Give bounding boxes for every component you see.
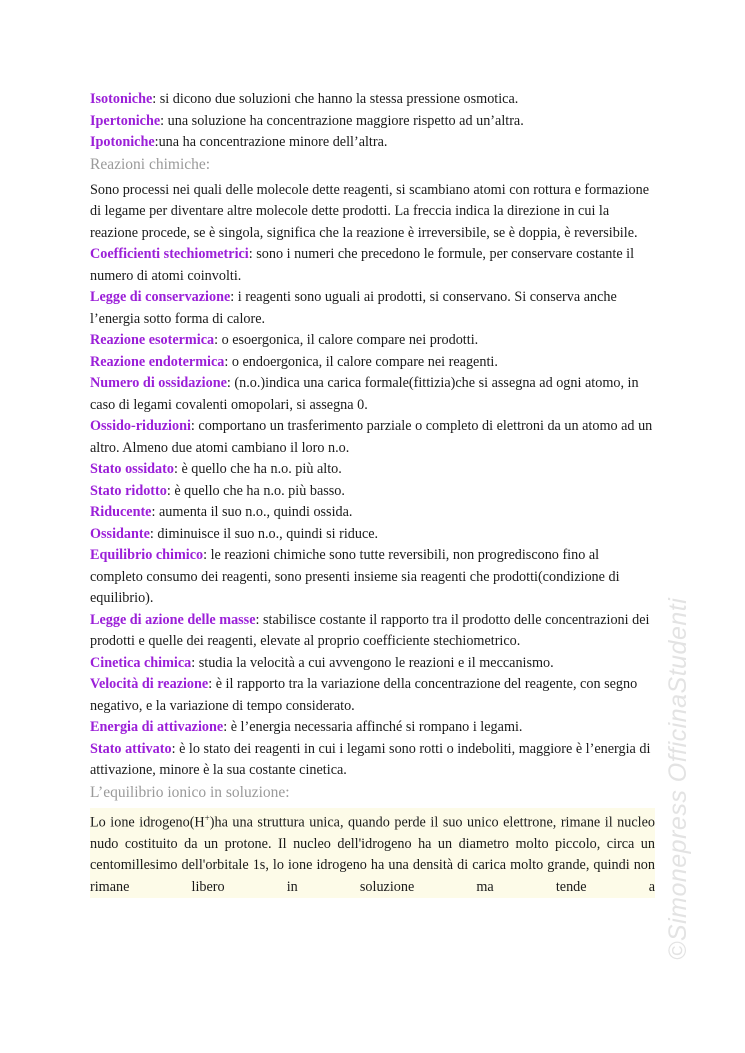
definition-item <box>90 739 655 782</box>
watermark-text: ©Simonepress OfficinaStudenti <box>664 597 692 960</box>
definition-term: Cinetica chimica <box>90 654 192 671</box>
definition-item <box>90 352 655 374</box>
definition-item <box>90 89 655 111</box>
section-heading-reazioni: Reazioni chimiche: <box>90 155 211 173</box>
definition-text: :una ha concentrazione minore dell’altra. <box>154 134 388 150</box>
definition-term: Ipertoniche <box>90 112 161 129</box>
definitions-group-b <box>90 244 655 782</box>
definition-term: Legge di conservazione <box>90 289 231 305</box>
definition-text: : stabilisce costante il rapporto tra il prodotto delle concentrazioni dei prodotti e quelle dei reagenti, elevate al proprio coefficiente stechiometrico. <box>90 611 650 649</box>
intro-paragraph: Sono processi nei quali delle molecole dette reagenti, si scambiano atomi con rottura e formazione di legame per diventare altre molecole dette prodotti. La freccia indica la direzione in cui la reazione procede, se è singola, significa che la reazione è irreversibile, se è doppia, è reversibile. <box>90 181 650 241</box>
definition-text: : sono i numeri che precedono le formule, per conservare costante il numero di atomi coinvolti. <box>90 246 635 284</box>
definition-text: : le reazioni chimiche sono tutte reversibili, non progrediscono fino al completo consumo dei reagenti, sono presenti insieme sia reagenti che prodotti(condizione di equilibrio). <box>90 547 620 606</box>
definition-item <box>90 111 655 133</box>
definition-item <box>90 674 655 717</box>
definition-text: : diminuisce il suo n.o., quindi si riduce. <box>149 525 379 542</box>
definition-item <box>90 502 655 524</box>
definition-term: Reazione esotermica <box>90 332 215 348</box>
definition-item <box>90 524 655 546</box>
definition-term: Isotoniche <box>90 91 153 107</box>
definition-item <box>90 545 655 610</box>
definition-term: Ossidante <box>90 525 150 542</box>
definition-term: Stato attivato <box>90 740 172 757</box>
definition-item <box>90 610 655 653</box>
definition-term: Equilibrio chimico <box>90 547 204 563</box>
definition-term: Reazione endotermica <box>90 353 225 370</box>
superscript-plus: + <box>204 812 210 823</box>
definition-item <box>90 459 655 481</box>
definition-term: Stato ridotto <box>90 482 167 499</box>
definition-term: Riducente <box>90 504 152 520</box>
definition-text: : si dicono due soluzioni che hanno la stessa pressione osmotica. <box>152 91 519 107</box>
definition-item <box>90 717 655 739</box>
definition-text: : è lo stato dei reagenti in cui i legami sono rotti o indeboliti, maggiore è l’energia di attivazione, minore è la sua costante cinetica. <box>90 740 651 778</box>
definition-text: : è l’energia necessaria affinché si rompano i legami. <box>223 719 523 735</box>
definition-item <box>90 416 655 459</box>
definitions-group-a <box>90 89 655 154</box>
definition-text: : comportano un trasferimento parziale o completo di elettroni da un atomo ad un altro. Almeno due atomi cambiano il loro n.o. <box>90 418 653 456</box>
definition-term: Velocità di reazione <box>90 676 209 692</box>
definition-term: Ipotoniche <box>90 134 155 150</box>
definition-text: : è il rapporto tra la variazione della concentrazione del reagente, con segno negativo, e la variazione di tempo considerato. <box>90 676 638 714</box>
final-paragraph-rest: )ha una struttura unica, quando perde il suo unico elettrone, rimane il nucleo nudo costituito da un protone. Il nucleo dell'idrogeno ha un diametro molto piccolo, circa un centomillesimo dell'orbitale 1s, lo ione idrogeno ha una densità di carica molto grande, quindi non rimane libero in soluzione ma tende a <box>90 814 655 895</box>
definition-item <box>90 330 655 352</box>
document-page <box>90 89 655 898</box>
definition-text: : una soluzione ha concentrazione maggiore rispetto ad un’altra. <box>160 112 524 129</box>
definition-text: : aumenta il suo n.o., quindi ossida. <box>151 504 353 520</box>
definition-term: Numero di ossidazione <box>90 375 227 391</box>
section-heading-equilibrio: L’equilibrio ionico in soluzione: <box>90 783 290 801</box>
definition-text: : studia la velocità a cui avvengono le reazioni e il meccanismo. <box>191 654 554 671</box>
definition-item <box>90 481 655 503</box>
definition-text: : è quello che ha n.o. più alto. <box>173 461 342 477</box>
definition-text: : i reagenti sono uguali ai prodotti, si conservano. Si conserva anche l’energia sotto forma di calore. <box>90 289 617 327</box>
watermark <box>634 540 692 960</box>
definition-item <box>90 373 655 416</box>
definition-term: Stato ossidato <box>90 461 174 477</box>
final-paragraph-start: Lo ione idrogeno(H <box>90 814 205 831</box>
definition-item <box>90 653 655 675</box>
definition-text: : o endoergonica, il calore compare nei reagenti. <box>224 353 498 370</box>
definition-text: : (n.o.)indica una carica formale(fittizia)che si assegna ad ogni atomo, in caso di legami covalenti omopolari, si assegna 0. <box>90 375 639 413</box>
definition-term: Legge di azione delle masse <box>90 611 256 628</box>
definition-item <box>90 132 655 154</box>
definition-term: Energia di attivazione <box>90 719 224 735</box>
definition-term: Ossido-riduzioni <box>90 418 191 434</box>
definition-term: Coefficienti stechiometrici <box>90 246 249 262</box>
final-paragraph <box>90 808 655 899</box>
definition-text: : o esoergonica, il calore compare nei prodotti. <box>214 332 479 348</box>
definition-item <box>90 244 655 287</box>
definition-text: : è quello che ha n.o. più basso. <box>166 482 345 499</box>
definition-item <box>90 287 655 330</box>
